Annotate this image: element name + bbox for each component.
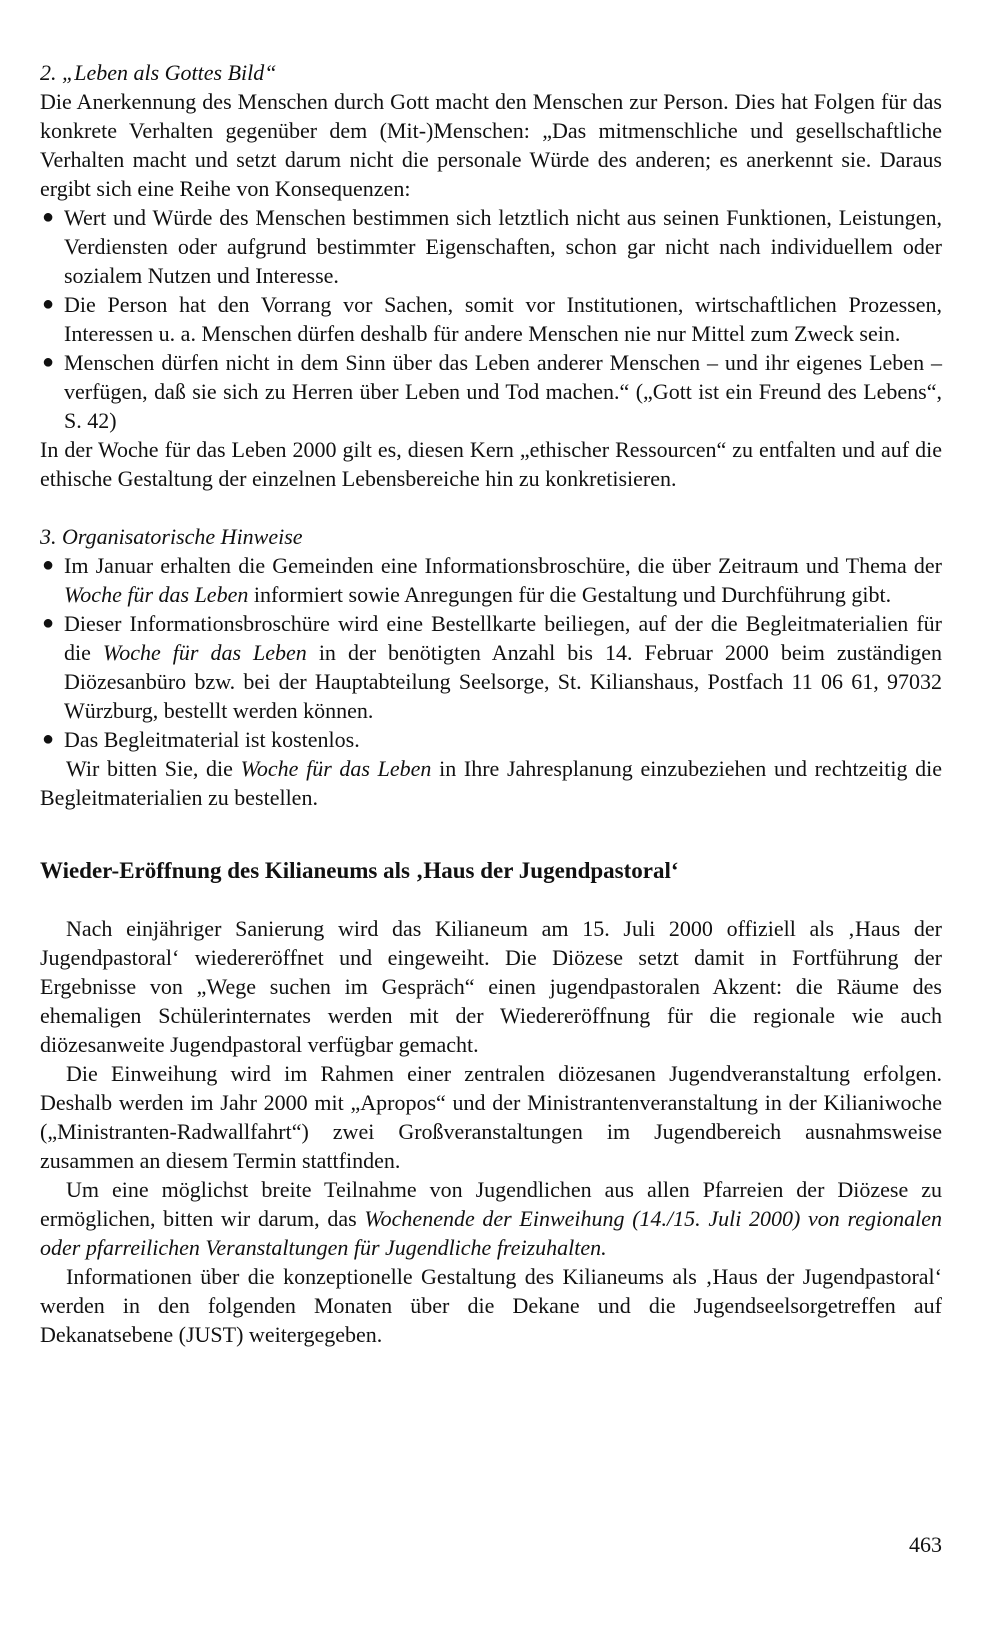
list-item: ● Menschen dürfen nicht in dem Sinn über das Leben anderer Menschen – und ihr eigenes Leben – verfügen, daß sie sich zu Herren über Leben und Tod machen.“ („Gott ist ein Freund des Lebens“, S. 42) <box>42 350 942 433</box>
article-paragraph: Um eine möglichst breite Teilnahme von Jugendlichen aus allen Pfarreien der Diözese zu ermöglichen, bitten wir darum, das Wochenende der Einweihung (14./15. Juli 2000) von regionalen oder pfarreilichen Veranstaltungen für Jugendliche freizuhalten. <box>40 1177 942 1260</box>
list-item: ● Die Person hat den Vorrang vor Sachen, somit vor Institutionen, wirtschaftlichen Prozessen, Interessen u. a. Menschen dürfen deshalb für andere Menschen nie nur Mittel zum Zweck sein. <box>42 292 942 346</box>
article-paragraph: Die Einweihung wird im Rahmen einer zentralen diözesanen Jugendveranstaltung erfolgen. Deshalb werden im Jahr 2000 mit „Apropos“ und der Ministrantenveranstaltung in der Kilianiwoche („Ministranten-Radwallfahrt“) zwei Großveranstaltungen im Jugendbereich ausnahmsweise zusammen an diesem Termin stattfinden. <box>40 1061 942 1173</box>
list-item: ● Wert und Würde des Menschen bestimmen sich letztlich nicht aus seinen Funktionen, Leistungen, Verdiensten oder aufgrund bestimmter Eigenschaften, schon gar nicht nach individuellem oder sozialem Nutzen und Interesse. <box>42 205 942 288</box>
article-paragraph: Informationen über die konzeptionelle Gestaltung des Kilianeums als ‚Haus der Jugendpastoral‘ werden in den folgenden Monaten über die Dekane und die Jugendseelsorgetreffen auf Dekanatsebene (JUST) weitergegeben. <box>40 1264 942 1347</box>
section-3-closing: Wir bitten Sie, die Woche für das Leben in Ihre Jahresplanung einzubeziehen und rechtzeitig die Begleitmaterialien zu bestellen. <box>40 756 942 810</box>
bullet-icon: ● <box>42 728 55 750</box>
article-paragraph: Nach einjähriger Sanierung wird das Kilianeum am 15. Juli 2000 offiziell als ‚Haus der Jugendpastoral‘ wiedereröffnet und eingeweiht. Die Diözese setzt damit in Fortführung der Ergebnisse von „Wege suchen im Gespräch“ einen jugendpastoralen Akzent: die Räume des ehemaligen Schülerinternates werden mit der Wiedereröffnung für die regionale wie auch diözesanweite Jugendpastoral verfügbar gemacht. <box>40 916 942 1057</box>
section-2-title: 2. „Leben als Gottes Bild“ <box>40 60 277 85</box>
bullet-icon: ● <box>42 293 55 315</box>
bullet-icon: ● <box>42 612 55 634</box>
bullet-icon: ● <box>42 206 55 228</box>
bullet-icon: ● <box>42 554 55 576</box>
bullet-icon: ● <box>42 351 55 373</box>
section-3-bullet-list <box>40 551 942 754</box>
section-2-bullet-list <box>40 203 942 435</box>
list-item: ● Dieser Informationsbroschüre wird eine Bestellkarte beiliegen, auf der die Begleitmaterialien für die Woche für das Leben in der benötigten Anzahl bis 14. Februar 2000 beim zuständigen Diözesanbüro bzw. bei der Hauptabteilung Seelsorge, St. Kilianshaus, Postfach 11 06 61, 97032 Würzburg, bestellt werden können. <box>42 611 942 723</box>
list-item: ● Das Begleitmaterial ist kostenlos. <box>42 727 360 752</box>
section-2-closing: In der Woche für das Leben 2000 gilt es, diesen Kern „ethischer Ressourcen“ zu entfalten und auf die ethische Gestaltung der einzelnen Lebensbereiche hin zu konkretisieren. <box>40 437 942 491</box>
page-number: 463 <box>909 1532 942 1557</box>
document-page <box>40 58 942 1349</box>
list-item: ● Im Januar erhalten die Gemeinden eine Informationsbroschüre, die über Zeitraum und Thema der Woche für das Leben informiert sowie Anregungen für die Gestaltung und Durchführung gibt. <box>42 553 942 607</box>
section-2-intro: Die Anerkennung des Menschen durch Gott macht den Menschen zur Person. Dies hat Folgen für das konkrete Verhalten gegenüber dem (Mit-)Menschen: „Das mitmenschliche und gesellschaftliche Verhalten macht und setzt darum nicht die personale Würde des anderen; es anerkennt sie. Daraus ergibt sich eine Reihe von Konsequenzen: <box>40 89 942 201</box>
section-3-title: 3. Organisatorische Hinweise <box>40 524 303 549</box>
article-heading: Wieder-Eröffnung des Kilianeums als ‚Haus der Jugendpastoral‘ <box>40 858 679 883</box>
